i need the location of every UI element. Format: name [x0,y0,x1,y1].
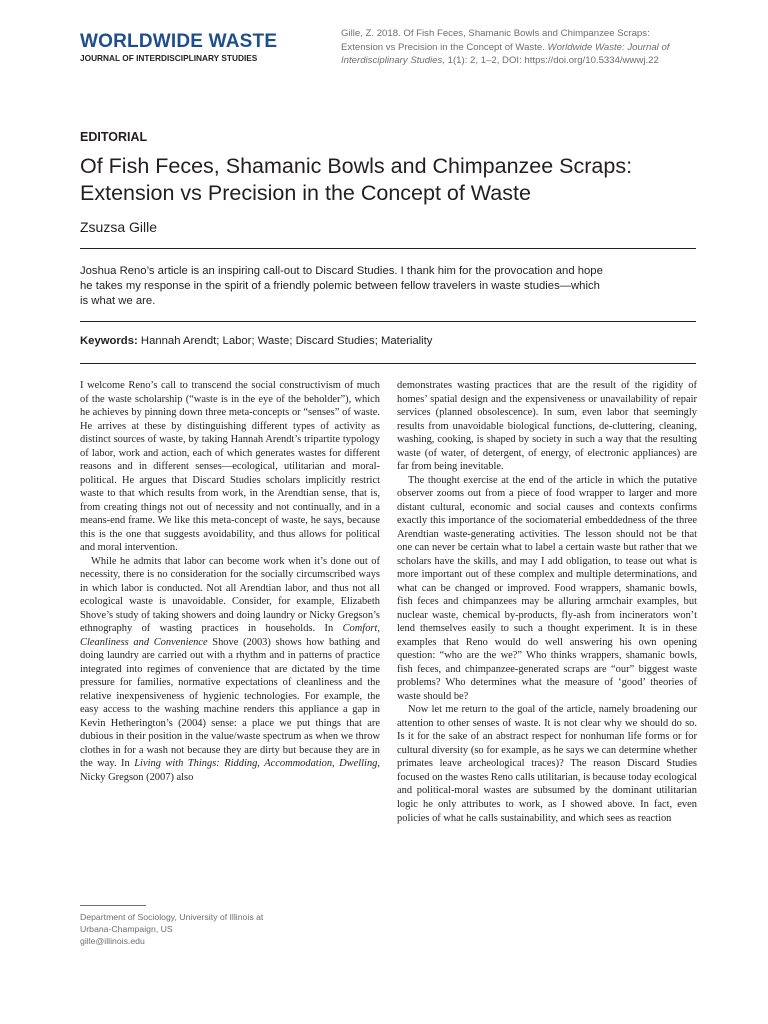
paragraph-text: While he admits that labor can become work when it’s done out of necessity, there is no consideration for the socially circumscribed ways in which labor is conducted. Not all Arendtian labor, and thus not all ecological waste is unavoidable. Consider, for example, Elizabeth Shove’s study of taking showers and doing laundry or Nicky Gregson’s ethnography of wasting practices in households. In [80,555,380,635]
paragraph [80,555,380,785]
body-column-left [80,379,380,784]
article-title: Of Fish Feces, Shamanic Bowls and Chimpanzee Scraps: Extension vs Precision in the Concept of Waste [80,154,633,205]
keywords-label: Keywords: [80,335,138,347]
divider [80,248,696,249]
journal-title: WORLDWIDE WASTE [80,31,278,52]
paragraph: I welcome Reno’s call to transcend the social constructivism of much of the waste scholarship (“waste is in the eye of the beholder”), which he achieves by pinning down three meta-concepts or “senses” of waste. He arrives at these by distinguishing different types of activity as distinct sources of waste, by taking Hannah Arendt’s tripartite typology of labor, work and action, each of which generates wastes for different reasons and in different senses—ecological, utilitarian and moral-political. He argues that Discard Studies scholars implicitly restrict waste to that which results from work, in the Arendtian sense, that is, from creating things not out of necessity and not continually, and in a means-end frame. We like this meta-concept of waste, he says, because this is the one that suggests avoidability, and thus allows for political and moral intervention. [80,380,380,554]
citation [341,27,703,68]
body-column-right [397,379,697,825]
affiliation: Department of Sociology, University of Illinois at Urbana-Champaign, US [80,912,264,934]
journal-subtitle: JOURNAL OF INTERDISCIPLINARY STUDIES [80,53,258,63]
divider [80,363,696,364]
divider [80,321,696,322]
book-title: Living with Things: Ridding, Accommodation, Dwelling, [134,758,381,770]
abstract: Joshua Reno’s article is an inspiring call-out to Discard Studies. I thank him for the provocation and hope he takes my response in the spirit of a friendly polemic between fellow travelers in waste studies—which is what we are. [80,265,603,308]
author-name: Zsuzsa Gille [80,219,158,235]
paragraph: demonstrates wasting practices that are the result of the rigidity of homes’ spatial design and the expensiveness or unavailability of repair services (planned obsolescence). In sum, even labor that seemingly results from unavoidable biological functions, de-cluttering, cleaning, washing, cooking, is shaped by society in such a way that the resulting waste (of water, of detergent, of energy, of electronic appliances) are far from being inevitable. [397,380,697,473]
footnote [80,911,340,947]
citation-text: Gille, Z. 2018. Of Fish Feces, Shamanic Bowls and Chimpanzee Scraps: Extension vs Precision in the Concept of Waste. [341,28,650,53]
keywords-list: Hannah Arendt; Labor; Waste; Discard Studies; Materiality [137,335,433,347]
book-title: Comfort, Cleanliness and Convenience [80,623,380,648]
paragraph-text: Nicky Gregson (2007) also [80,771,194,783]
citation-journal: Worldwide Waste: Journal of Interdisciplinary Studies, [341,41,670,66]
paragraph: The thought exercise at the end of the article in which the putative observer zooms out from a piece of food wrapper to larger and more distant cultural, economic and social causes and contexts confirms exactly this importance of the sociomaterial embeddedness of the three Arendtian waste-generating activities. The lesson should not be that one can never be certain what to label a certain waste but rather that we scholars have the skills, and may I add obligation, to tease out what is more important out of these complex and multiple determinations, and what can be changed or improved. Food wrappers, shamanic bowls, fish feces and chimpanzees may be alluring armchair examples, but nuclear waste, chemical by-products, fly-ash from incinerators won’t lend themselves easily to such a thought experiment. It is in these examples that Reno would do well answering his own opening question: “who are the we?” Who thinks wrappers, shamanic bowls, fish feces, and chimpanzee-generated scraps are “our” biggest waste problems? Who determines what the measure of ‘good’ theories of waste should be? [397,474,697,702]
author-email: gille@illinois.edu [80,936,145,946]
keywords [80,335,696,347]
section-label: EDITORIAL [80,130,148,144]
footnote-divider [80,905,146,906]
citation-doi: 1(1): 2, 1–2, DOI: https://doi.org/10.5334/wwwj.22 [444,55,659,66]
paragraph-text: Shove (2003) shows how bathing and doing laundry are carried out with a rhythm and in patterns of practice integrated into regimes of convenience that are dictated by the time pressure for families, normative expectations of cleanliness and the relative inexpensiveness of hygienic technologies. For example, the easy access to the washing machine renders this appliance a gap in Kevin Hetherington’s (2004) sense: a place we put things that are dubious in their position in the value/waste spectrum as when we throw clothes in for a wash not because they are dirty but because they are in the way. In [80,636,381,770]
paragraph: Now let me return to the goal of the article, namely broadening our attention to other senses of waste. It is not clear why we should do so. Is it for the sake of an abstract respect for nonhuman life forms or for cultural diversity (so for example, as he says we can determine whether primates leave archeological traces)? The reason Discard Studies focused on the wastes Reno calls utilitarian, is because today ecological and political-moral wastes are subsumed by the dominant utilitarian logic he only attributes to work, as I showed above. In fact, even policies of what he calls sustainability, and which sees as reaction [397,704,697,824]
